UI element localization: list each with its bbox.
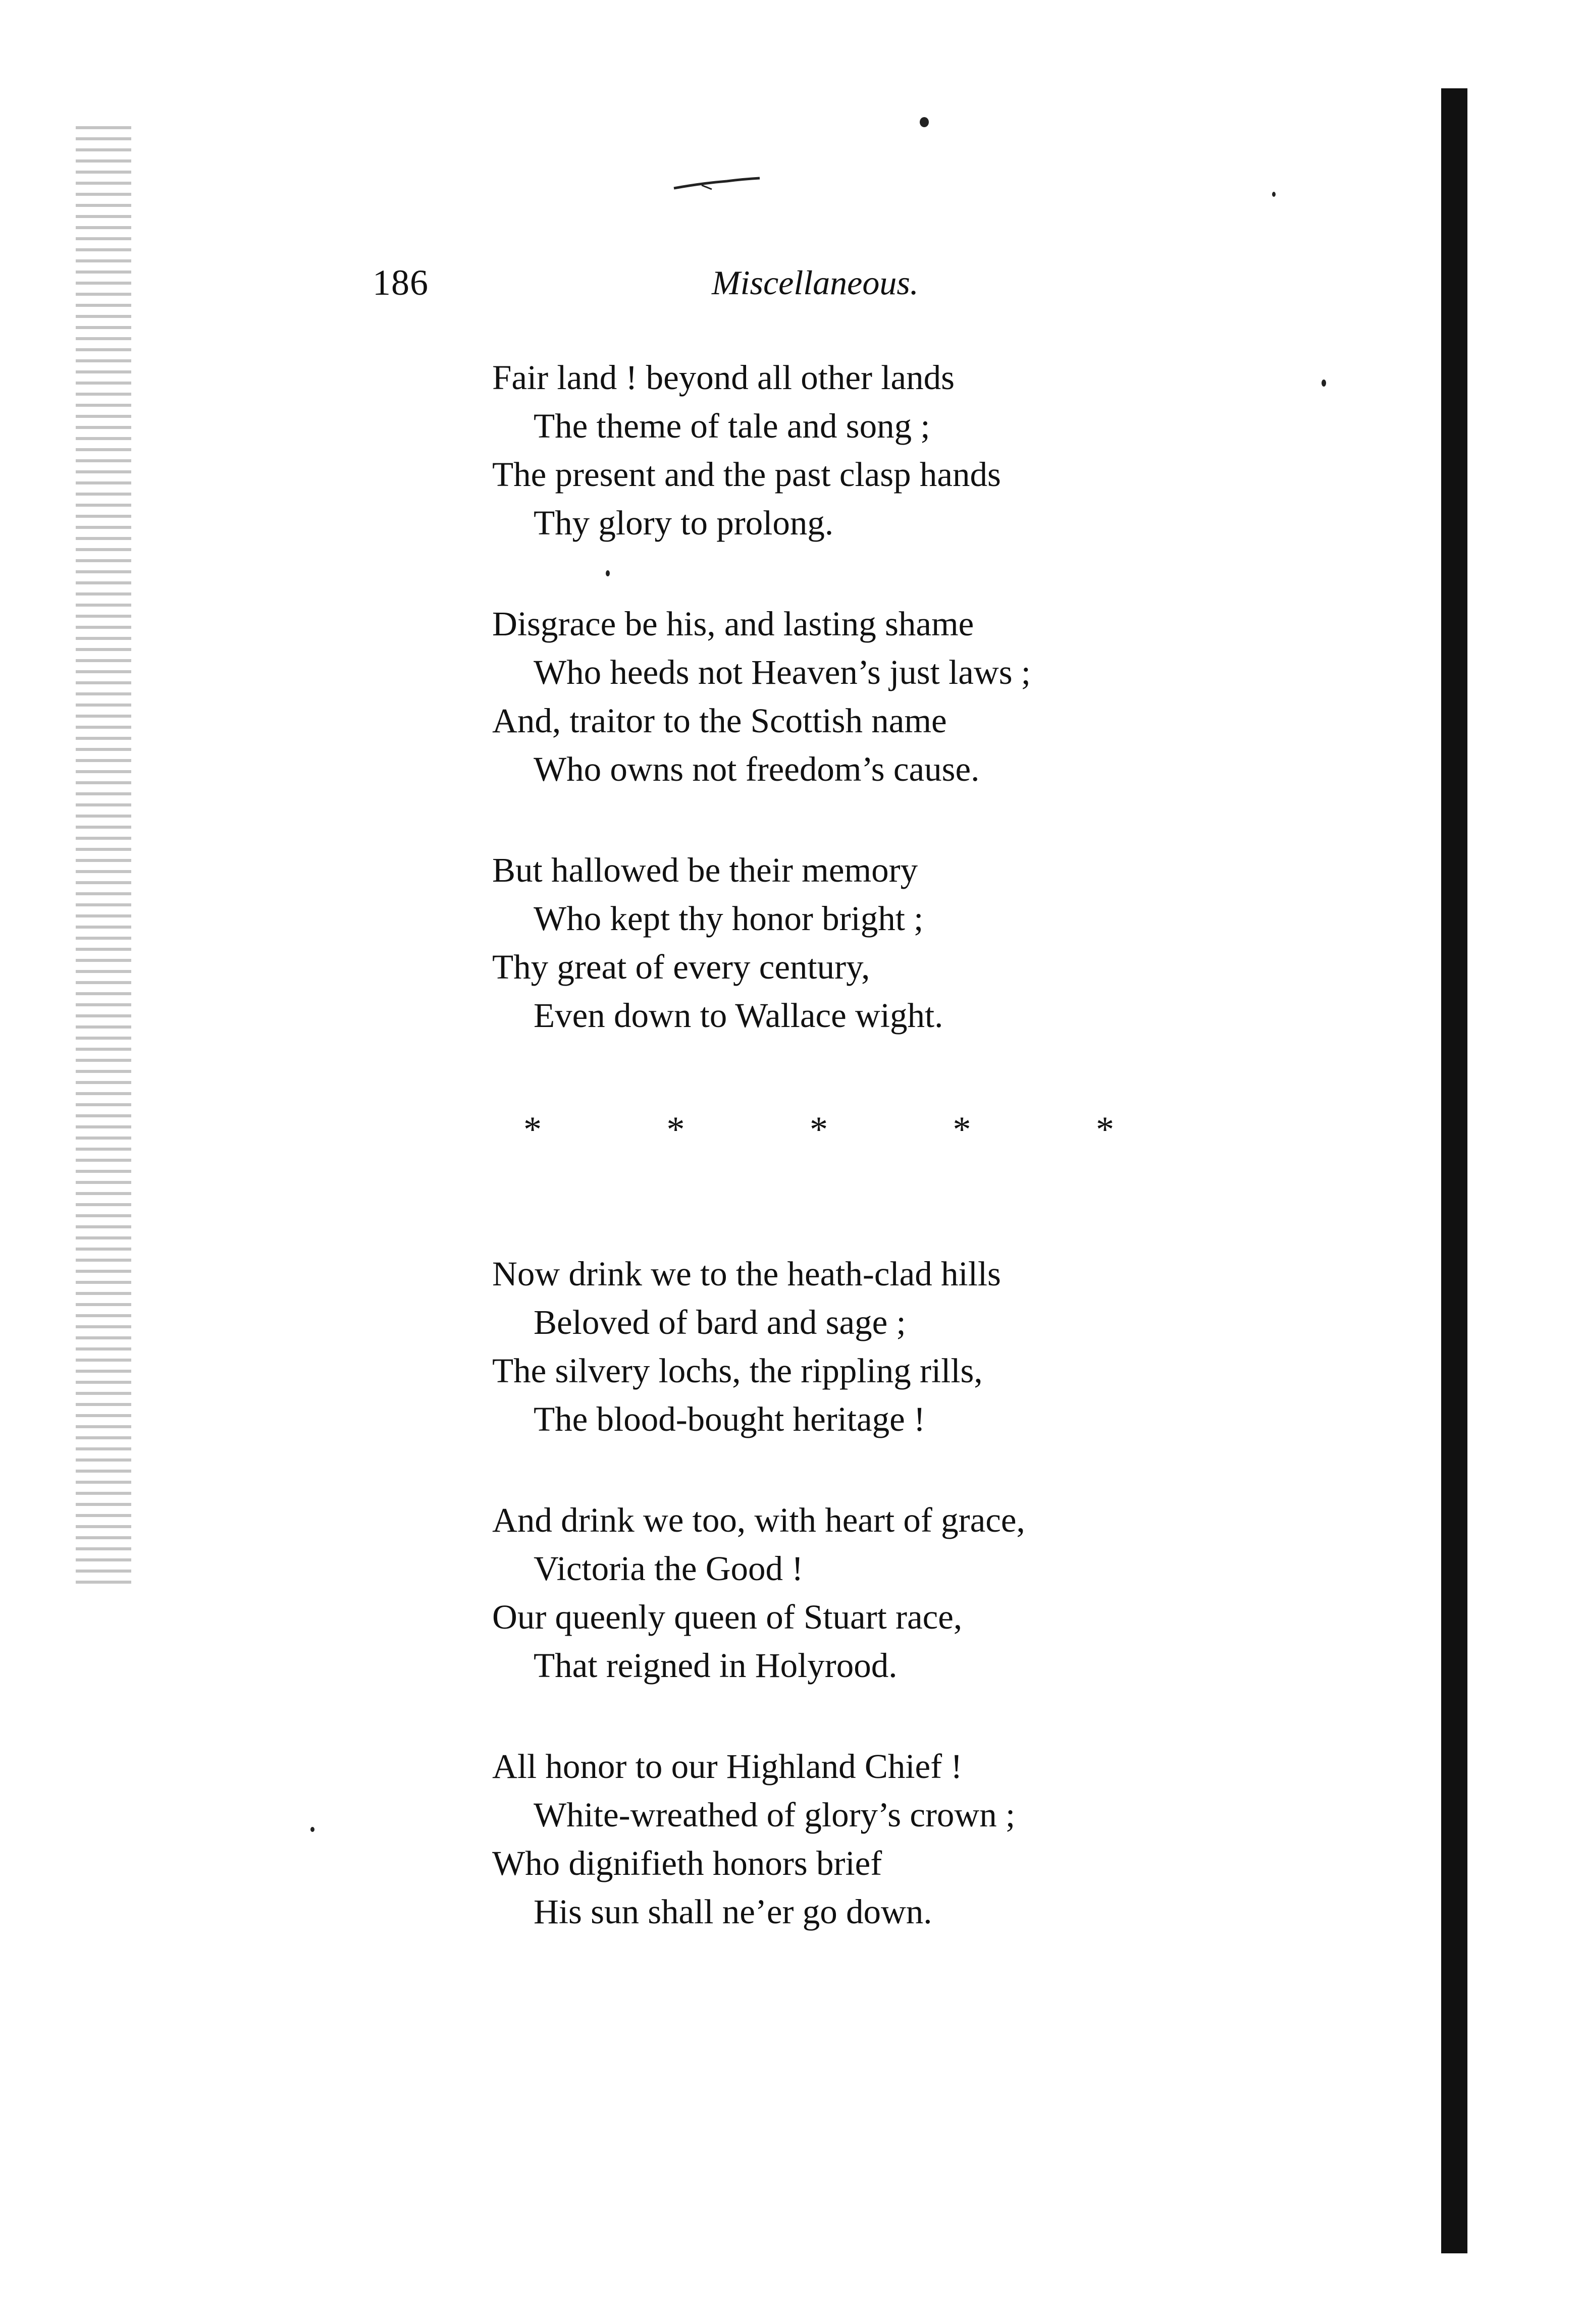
poem-line: White-wreathed of glory’s crown ; bbox=[534, 1796, 1016, 1834]
poem-line: The present and the past clasp hands bbox=[492, 455, 1001, 494]
poem-line: That reigned in Holyrood. bbox=[534, 1646, 898, 1685]
poem-line: But hallowed be their memory bbox=[492, 851, 918, 889]
asterisk: * bbox=[953, 1109, 971, 1150]
stanza-4 bbox=[492, 1250, 1199, 1443]
stanza-1 bbox=[492, 353, 1199, 547]
poem-line: All honor to our Highland Chief ! bbox=[492, 1747, 963, 1786]
poem-line: The blood-bought heritage ! bbox=[534, 1400, 926, 1438]
page-number: 186 bbox=[373, 262, 429, 303]
poem-line: Disgrace be his, and lasting shame bbox=[492, 605, 974, 643]
stanza-3 bbox=[492, 846, 1199, 1040]
poem-line: Who owns not freedom’s cause. bbox=[534, 750, 980, 788]
poem-line: Our queenly queen of Stuart race, bbox=[492, 1598, 963, 1636]
scan-spine-edge bbox=[1441, 88, 1467, 2253]
scan-speck bbox=[310, 1827, 314, 1832]
scan-speck bbox=[1322, 380, 1326, 387]
poem-line: Who dignifieth honors brief bbox=[492, 1844, 882, 1882]
poem bbox=[492, 353, 1199, 1936]
poem-line: The theme of tale and song ; bbox=[534, 407, 930, 445]
poem-line: His sun shall ne’er go down. bbox=[534, 1893, 932, 1931]
section-break bbox=[523, 1105, 1114, 1154]
asterisk: * bbox=[666, 1109, 685, 1150]
scan-gutter-shadow bbox=[76, 126, 131, 1590]
poem-line: And, traitor to the Scottish name bbox=[492, 701, 947, 740]
poem-line: Now drink we to the heath-clad hills bbox=[492, 1255, 1001, 1293]
asterisk: * bbox=[523, 1109, 542, 1150]
poem-line: Victoria the Good ! bbox=[534, 1549, 804, 1588]
stanza-6 bbox=[492, 1742, 1199, 1936]
poem-line: Thy glory to prolong. bbox=[534, 504, 834, 542]
poem-line: The silvery lochs, the rippling rills, bbox=[492, 1352, 983, 1390]
scan-speck bbox=[920, 117, 929, 127]
poem-line: Who heeds not Heaven’s just laws ; bbox=[534, 653, 1031, 691]
asterisk: * bbox=[810, 1109, 828, 1150]
poem-line: Beloved of bard and sage ; bbox=[534, 1303, 906, 1341]
asterisk: * bbox=[1096, 1109, 1114, 1150]
poem-line: And drink we too, with heart of grace, bbox=[492, 1501, 1025, 1539]
poem-line: Fair land ! beyond all other lands bbox=[492, 358, 955, 397]
stanza-2 bbox=[492, 600, 1199, 793]
poem-line: Even down to Wallace wight. bbox=[534, 996, 943, 1035]
scan-speck bbox=[1272, 192, 1276, 197]
stanza-5 bbox=[492, 1496, 1199, 1690]
running-head: Miscellaneous. bbox=[712, 263, 919, 302]
ornament-flourish-icon bbox=[671, 174, 762, 194]
poem-line: Thy great of every century, bbox=[492, 948, 870, 986]
poem-line: Who kept thy honor bright ; bbox=[534, 899, 924, 938]
